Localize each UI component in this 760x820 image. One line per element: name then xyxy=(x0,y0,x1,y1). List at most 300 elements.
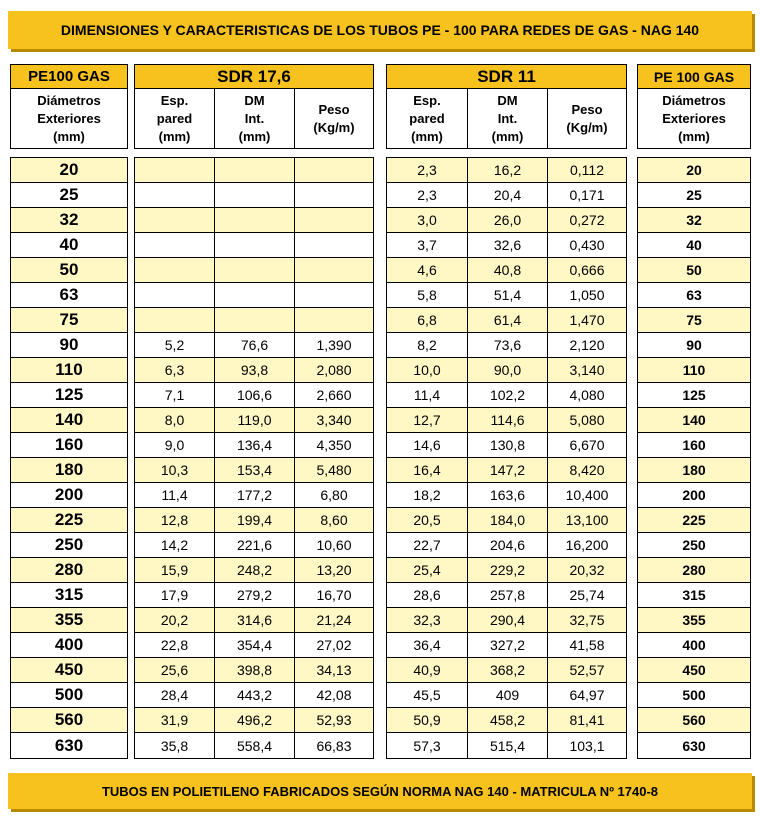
dm-int-cell: 51,4 xyxy=(467,283,547,307)
table-row xyxy=(638,708,750,733)
esp-pared-cell xyxy=(135,308,214,332)
peso-cell: 1,050 xyxy=(547,283,626,307)
table-row xyxy=(135,433,373,458)
table-row xyxy=(387,158,626,183)
peso-cell: 2,660 xyxy=(294,383,373,407)
table-row xyxy=(638,733,750,758)
esp-pared-cell: 18,2 xyxy=(413,487,441,503)
table-row xyxy=(638,658,750,683)
esp-pared-cell: 14,6 xyxy=(413,437,441,453)
table-row xyxy=(387,358,626,383)
table-row xyxy=(11,333,127,358)
diameter-cell: 250 xyxy=(54,535,84,554)
peso-cell: 0,666 xyxy=(547,258,626,282)
table-row xyxy=(387,283,626,308)
table-row xyxy=(135,333,373,358)
peso-cell xyxy=(294,233,373,257)
table-row xyxy=(135,233,373,258)
peso-cell: 103,1 xyxy=(547,733,626,758)
diameter-cell: 90 xyxy=(59,335,79,354)
table-row xyxy=(387,533,626,558)
diameter-cell: 20 xyxy=(686,162,702,178)
table-row xyxy=(11,483,127,508)
diameter-cell: 50 xyxy=(59,260,79,279)
dm-int-cell: 314,6 xyxy=(214,608,294,632)
dm-int-cell: 106,6 xyxy=(214,383,294,407)
diameter-cell: 125 xyxy=(682,387,706,403)
esp-pared-cell: 11,4 xyxy=(161,487,188,503)
diameter-cell: 180 xyxy=(54,460,84,479)
dm-int-cell xyxy=(214,233,294,257)
esp-pared-cell: 57,3 xyxy=(413,737,441,754)
peso-cell: 5,480 xyxy=(294,458,373,482)
peso-cell: 4,350 xyxy=(294,433,373,457)
sdr11-table xyxy=(386,157,627,759)
esp-pared-cell xyxy=(135,233,214,257)
header-sdr11-title: SDR 11 xyxy=(387,65,626,89)
diameter-cell: 200 xyxy=(54,485,84,504)
table-row xyxy=(638,233,750,258)
dm-int-cell: 16,2 xyxy=(467,158,547,182)
peso-cell: 10,400 xyxy=(547,483,626,507)
peso-cell: 6,670 xyxy=(547,433,626,457)
dm-int-cell: 290,4 xyxy=(467,608,547,632)
table-row xyxy=(387,208,626,233)
dm-int-cell xyxy=(214,208,294,232)
peso-cell: 0,272 xyxy=(547,208,626,232)
diameter-cell: 500 xyxy=(682,687,706,703)
esp-pared-cell: 6,3 xyxy=(164,362,185,378)
peso-cell: 1,470 xyxy=(547,308,626,332)
esp-pared-cell xyxy=(135,283,214,307)
esp-pared-cell: 20,2 xyxy=(160,612,189,628)
table-row xyxy=(638,583,750,608)
table-row xyxy=(387,308,626,333)
table-row xyxy=(11,683,127,708)
table-row xyxy=(387,683,626,708)
dm-int-cell: 327,2 xyxy=(467,633,547,657)
dm-int-cell: 93,8 xyxy=(214,358,294,382)
peso-cell: 0,112 xyxy=(547,158,626,182)
dm-int-cell: 458,2 xyxy=(467,708,547,732)
table-row xyxy=(135,683,373,708)
esp-pared-cell: 10,3 xyxy=(160,462,189,478)
table-row xyxy=(11,533,127,558)
table-row xyxy=(387,483,626,508)
esp-pared-cell: 8,0 xyxy=(164,412,185,428)
peso-cell xyxy=(294,283,373,307)
header-sdr11-dm: DM Int. (mm) xyxy=(467,89,547,148)
peso-cell: 6,80 xyxy=(294,483,373,507)
dm-int-cell: 221,6 xyxy=(214,533,294,557)
table-row xyxy=(387,508,626,533)
peso-cell xyxy=(294,183,373,207)
table-row xyxy=(11,558,127,583)
diameter-cell: 140 xyxy=(54,410,84,429)
table-row xyxy=(11,383,127,408)
dm-int-cell: 147,2 xyxy=(467,458,547,482)
diameter-column-left xyxy=(10,157,128,759)
table-row xyxy=(387,233,626,258)
table-row xyxy=(638,358,750,383)
peso-cell: 52,57 xyxy=(547,658,626,682)
esp-pared-cell: 16,4 xyxy=(413,462,441,478)
peso-cell: 16,70 xyxy=(294,583,373,607)
table-row xyxy=(387,383,626,408)
peso-cell: 25,74 xyxy=(547,583,626,607)
diameter-cell: 280 xyxy=(54,560,84,579)
table-row xyxy=(135,583,373,608)
diameter-cell: 225 xyxy=(682,512,706,528)
peso-cell: 10,60 xyxy=(294,533,373,557)
esp-pared-cell: 10,0 xyxy=(413,362,441,378)
peso-cell: 34,13 xyxy=(294,658,373,682)
peso-cell: 21,24 xyxy=(294,608,373,632)
table-row xyxy=(135,258,373,283)
dm-int-cell: 163,6 xyxy=(467,483,547,507)
table-row xyxy=(11,158,127,183)
table-row xyxy=(135,358,373,383)
header-right-title: PE 100 GAS xyxy=(638,65,750,89)
dm-int-cell: 409 xyxy=(467,683,547,707)
esp-pared-cell: 6,8 xyxy=(417,312,437,328)
header-sdr176-title: SDR 17,6 xyxy=(135,65,373,89)
table-row xyxy=(135,533,373,558)
table-row xyxy=(638,258,750,283)
esp-pared-cell: 9,0 xyxy=(164,437,185,453)
table-row xyxy=(387,608,626,633)
table-row xyxy=(135,408,373,433)
diameter-cell: 400 xyxy=(54,635,84,654)
table-row xyxy=(638,633,750,658)
esp-pared-cell: 4,6 xyxy=(417,262,437,278)
diameter-cell: 32 xyxy=(59,210,79,229)
dm-int-cell: 20,4 xyxy=(467,183,547,207)
peso-cell xyxy=(294,258,373,282)
table-row xyxy=(11,258,127,283)
esp-pared-cell: 40,9 xyxy=(413,662,441,678)
diameter-cell: 160 xyxy=(682,437,706,453)
dm-int-cell xyxy=(214,158,294,182)
table-row xyxy=(11,358,127,383)
dm-int-cell: 368,2 xyxy=(467,658,547,682)
esp-pared-cell: 22,8 xyxy=(160,637,189,653)
dm-int-cell: 32,6 xyxy=(467,233,547,257)
table-row xyxy=(387,458,626,483)
footer-text: TUBOS EN POLIETILENO FABRICADOS SEGÚN NORMA NAG 140 - MATRICULA Nº 1740-8 xyxy=(101,783,659,799)
table-row xyxy=(638,308,750,333)
esp-pared-cell xyxy=(135,208,214,232)
table-row xyxy=(387,633,626,658)
dm-int-cell: 257,8 xyxy=(467,583,547,607)
dm-int-cell: 496,2 xyxy=(214,708,294,732)
dm-int-cell: 515,4 xyxy=(467,733,547,758)
diameter-cell: 90 xyxy=(686,337,702,353)
peso-cell: 5,080 xyxy=(547,408,626,432)
dm-int-cell: 229,2 xyxy=(467,558,547,582)
header-right-sub: Diámetros Exteriores (mm) xyxy=(662,92,726,144)
peso-cell: 13,20 xyxy=(294,558,373,582)
diameter-cell: 140 xyxy=(682,412,706,428)
diameter-cell: 40 xyxy=(686,237,702,253)
esp-pared-cell: 31,9 xyxy=(160,712,189,728)
diameter-cell: 160 xyxy=(54,435,84,454)
esp-pared-cell xyxy=(135,258,214,282)
diameter-cell: 125 xyxy=(54,385,84,404)
esp-pared-cell: 2,3 xyxy=(417,162,437,178)
esp-pared-cell: 12,7 xyxy=(413,412,441,428)
title-banner xyxy=(8,11,752,49)
table-row xyxy=(638,333,750,358)
header-sdr176-esp: Esp. pared (mm) xyxy=(156,92,193,144)
table-row xyxy=(135,208,373,233)
diameter-column-right xyxy=(637,157,751,759)
peso-cell: 2,120 xyxy=(547,333,626,357)
table-row xyxy=(135,658,373,683)
table-row xyxy=(11,658,127,683)
esp-pared-cell: 22,7 xyxy=(413,537,441,553)
header-left-sub: Diámetros Exteriores (mm) xyxy=(37,92,101,144)
table-row xyxy=(638,208,750,233)
table-row xyxy=(387,558,626,583)
diameter-cell: 110 xyxy=(682,362,706,378)
peso-cell xyxy=(294,158,373,182)
esp-pared-cell: 2,3 xyxy=(417,187,437,203)
header-sdr176 xyxy=(134,64,374,149)
peso-cell: 27,02 xyxy=(294,633,373,657)
diameter-cell: 355 xyxy=(682,612,706,628)
peso-cell: 1,390 xyxy=(294,333,373,357)
esp-pared-cell: 36,4 xyxy=(413,637,441,653)
table-row xyxy=(11,708,127,733)
peso-cell: 20,32 xyxy=(547,558,626,582)
table-row xyxy=(11,608,127,633)
diameter-cell: 50 xyxy=(686,262,702,278)
table-row xyxy=(387,183,626,208)
peso-cell: 32,75 xyxy=(547,608,626,632)
table-row xyxy=(387,433,626,458)
esp-pared-cell: 12,8 xyxy=(160,512,189,528)
dm-int-cell: 114,6 xyxy=(467,408,547,432)
dm-int-cell: 40,8 xyxy=(467,258,547,282)
peso-cell: 3,140 xyxy=(547,358,626,382)
header-sdr11-esp: Esp. pared (mm) xyxy=(409,92,445,144)
esp-pared-cell: 3,7 xyxy=(417,237,437,253)
peso-cell: 81,41 xyxy=(547,708,626,732)
diameter-cell: 225 xyxy=(54,510,84,529)
table-row xyxy=(135,158,373,183)
diameter-cell: 40 xyxy=(59,235,79,254)
table-row xyxy=(135,708,373,733)
header-right xyxy=(637,64,751,149)
table-row xyxy=(387,708,626,733)
table-row xyxy=(135,483,373,508)
table-row xyxy=(11,633,127,658)
dm-int-cell: 130,8 xyxy=(467,433,547,457)
diameter-cell: 560 xyxy=(682,712,706,728)
table-row xyxy=(638,158,750,183)
dm-int-cell: 204,6 xyxy=(467,533,547,557)
esp-pared-cell: 14,2 xyxy=(160,537,189,553)
dm-int-cell: 279,2 xyxy=(214,583,294,607)
table-row xyxy=(135,508,373,533)
esp-pared-cell: 32,3 xyxy=(413,612,441,628)
header-sdr11-peso: Peso (Kg/m) xyxy=(547,89,626,148)
diameter-cell: 63 xyxy=(686,287,702,303)
table-row xyxy=(11,458,127,483)
diameter-cell: 450 xyxy=(682,662,706,678)
table-row xyxy=(11,283,127,308)
dm-int-cell: 61,4 xyxy=(467,308,547,332)
diameter-cell: 32 xyxy=(686,212,702,228)
diameter-cell: 315 xyxy=(54,585,84,604)
dm-int-cell: 136,4 xyxy=(214,433,294,457)
esp-pared-cell: 8,2 xyxy=(417,337,437,353)
peso-cell: 0,171 xyxy=(547,183,626,207)
peso-cell: 64,97 xyxy=(547,683,626,707)
dm-int-cell: 199,4 xyxy=(214,508,294,532)
table-row xyxy=(135,608,373,633)
table-row xyxy=(638,433,750,458)
dm-int-cell: 177,2 xyxy=(214,483,294,507)
table-row xyxy=(135,633,373,658)
diameter-cell: 630 xyxy=(682,737,706,754)
dm-int-cell: 398,8 xyxy=(214,658,294,682)
dm-int-cell: 184,0 xyxy=(467,508,547,532)
table-row xyxy=(387,333,626,358)
dm-int-cell: 102,2 xyxy=(467,383,547,407)
peso-cell: 66,83 xyxy=(294,733,373,758)
esp-pared-cell: 15,9 xyxy=(160,562,189,578)
esp-pared-cell: 50,9 xyxy=(413,712,441,728)
peso-cell: 42,08 xyxy=(294,683,373,707)
table-row xyxy=(638,283,750,308)
diameter-cell: 280 xyxy=(682,562,706,578)
esp-pared-cell: 20,5 xyxy=(413,512,441,528)
table-row xyxy=(638,183,750,208)
header-sdr176-dm: DM Int. (mm) xyxy=(214,89,294,148)
dm-int-cell: 73,6 xyxy=(467,333,547,357)
diameter-cell: 250 xyxy=(682,537,706,553)
peso-cell: 13,100 xyxy=(547,508,626,532)
table-row xyxy=(638,608,750,633)
esp-pared-cell: 25,6 xyxy=(160,662,189,678)
dm-int-cell: 119,0 xyxy=(214,408,294,432)
diameter-cell: 75 xyxy=(686,312,702,328)
table-row xyxy=(11,408,127,433)
diameter-cell: 110 xyxy=(55,360,83,379)
esp-pared-cell: 28,6 xyxy=(413,587,441,603)
table-row xyxy=(387,408,626,433)
table-row xyxy=(638,508,750,533)
table-row xyxy=(135,383,373,408)
table-row xyxy=(11,433,127,458)
table-row xyxy=(135,558,373,583)
table-row xyxy=(638,483,750,508)
header-sdr11 xyxy=(386,64,627,149)
peso-cell: 8,420 xyxy=(547,458,626,482)
dm-int-cell xyxy=(214,283,294,307)
table-row xyxy=(11,308,127,333)
diameter-cell: 180 xyxy=(682,462,706,478)
esp-pared-cell: 3,0 xyxy=(417,212,437,228)
esp-pared-cell xyxy=(135,183,214,207)
diameter-cell: 25 xyxy=(59,185,79,204)
table-row xyxy=(11,183,127,208)
esp-pared-cell: 28,4 xyxy=(160,687,189,703)
dm-int-cell: 76,6 xyxy=(214,333,294,357)
esp-pared-cell: 5,8 xyxy=(417,287,437,303)
table-row xyxy=(387,733,626,758)
esp-pared-cell: 7,1 xyxy=(164,387,185,403)
dm-int-cell: 153,4 xyxy=(214,458,294,482)
diameter-cell: 500 xyxy=(54,685,84,704)
esp-pared-cell: 5,2 xyxy=(164,337,185,353)
header-left-title: PE100 GAS xyxy=(11,65,127,89)
table-row xyxy=(387,658,626,683)
esp-pared-cell: 17,9 xyxy=(160,587,189,603)
table-row xyxy=(135,308,373,333)
esp-pared-cell: 45,5 xyxy=(413,687,441,703)
peso-cell: 52,93 xyxy=(294,708,373,732)
dm-int-cell: 443,2 xyxy=(214,683,294,707)
table-row xyxy=(11,583,127,608)
table-row xyxy=(638,683,750,708)
header-sdr176-peso: Peso (Kg/m) xyxy=(294,89,373,148)
dm-int-cell: 354,4 xyxy=(214,633,294,657)
esp-pared-cell xyxy=(135,158,214,182)
peso-cell: 8,60 xyxy=(294,508,373,532)
table-row xyxy=(638,558,750,583)
dm-int-cell: 248,2 xyxy=(214,558,294,582)
sdr176-table xyxy=(134,157,374,759)
table-row xyxy=(387,258,626,283)
diameter-cell: 450 xyxy=(54,660,84,679)
table-row xyxy=(135,733,373,758)
dm-int-cell xyxy=(214,258,294,282)
table-row xyxy=(638,458,750,483)
table-row xyxy=(135,183,373,208)
table-row xyxy=(135,458,373,483)
dm-int-cell: 558,4 xyxy=(214,733,294,758)
esp-pared-cell: 35,8 xyxy=(160,737,189,754)
table-row xyxy=(135,283,373,308)
footer-banner xyxy=(8,773,752,809)
peso-cell: 3,340 xyxy=(294,408,373,432)
diameter-cell: 75 xyxy=(59,310,79,329)
diameter-cell: 20 xyxy=(59,160,79,179)
peso-cell: 0,430 xyxy=(547,233,626,257)
diameter-cell: 355 xyxy=(54,610,84,629)
table-row xyxy=(11,233,127,258)
dm-int-cell: 90,0 xyxy=(467,358,547,382)
diameter-cell: 63 xyxy=(59,285,79,304)
diameter-cell: 630 xyxy=(54,735,84,755)
table-row xyxy=(11,733,127,758)
diameter-cell: 25 xyxy=(686,187,702,203)
diameter-cell: 560 xyxy=(54,710,84,729)
table-row xyxy=(638,408,750,433)
peso-cell: 2,080 xyxy=(294,358,373,382)
table-row xyxy=(11,508,127,533)
diameter-cell: 400 xyxy=(682,637,706,653)
peso-cell: 41,58 xyxy=(547,633,626,657)
diameter-cell: 200 xyxy=(682,487,706,503)
peso-cell xyxy=(294,208,373,232)
table-row xyxy=(638,383,750,408)
table-row xyxy=(11,208,127,233)
esp-pared-cell: 11,4 xyxy=(413,387,441,403)
